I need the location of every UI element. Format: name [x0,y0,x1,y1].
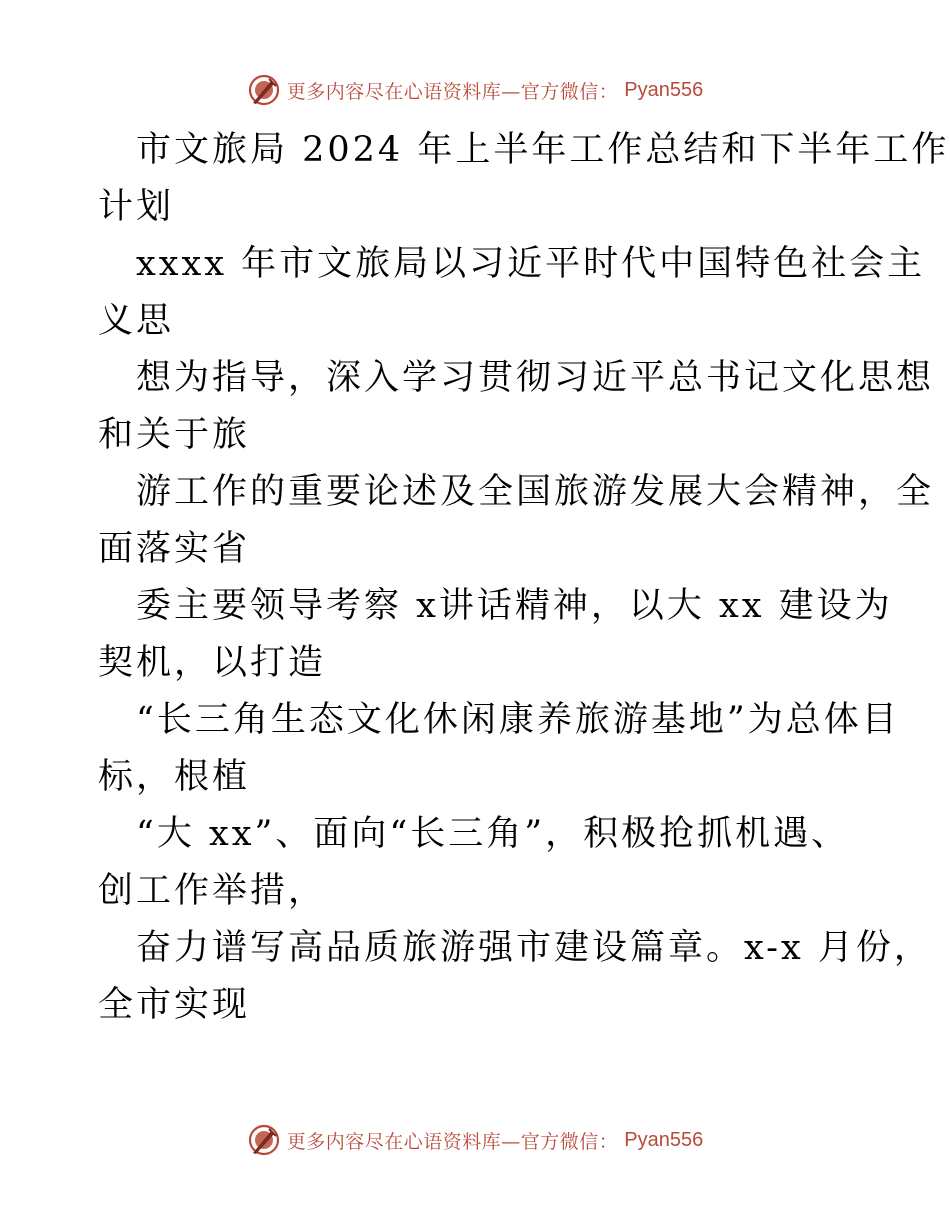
paragraph [98,920,932,1034]
paragraph-line-first: 市文旅局 2024 年上半年工作总结和下半年工作 [136,130,950,170]
banner-text: 更多内容尽在心语资料库—官方微信： [286,80,619,103]
paragraph [98,464,935,578]
paragraph-line-rest: 面落实省 [98,529,251,569]
footer-banner [0,1120,950,1160]
paragraph-line-first: 想为指导，深入学习贯彻习近平总书记文化思想 [136,358,935,398]
paragraph [98,122,950,236]
paragraph [98,806,858,920]
document-body [98,122,950,1034]
paragraph-line-rest: 义思 [98,301,175,341]
paragraph-line-first: xxxx 年市文旅局以习近平时代中国特色社会主 [136,244,926,284]
banner-handle: Pyan556 [624,1128,704,1151]
banner-handle: Pyan556 [624,78,704,101]
paragraph-line-rest: 全市实现 [98,985,251,1025]
paragraph [98,350,935,464]
paragraph [98,236,926,350]
paragraph-line-first: 委主要领导考察 x讲话精神，以大 xx 建设为 [136,586,893,626]
paragraph-line-first: 奋力谱写高品质旅游强市建设篇章。x-x 月份， [136,928,932,968]
quill-logo-icon [247,1123,281,1157]
quill-logo-icon [247,73,281,107]
header-banner [0,70,950,110]
banner-text: 更多内容尽在心语资料库—官方微信： [286,1130,619,1153]
paragraph-line-first: 游工作的重要论述及全国旅游发展大会精神，全 [136,472,935,512]
paragraph-line-rest: 计划 [98,187,175,227]
paragraph-line-first: “大 xx”、面向“长三角”，积极抢抓机遇、 [136,814,850,854]
paragraph-line-rest: 标，根植 [98,757,251,797]
paragraph-line-first: “长三角生态文化休闲康养旅游基地”为总体目 [136,700,900,740]
paragraph [98,578,893,692]
paragraph-line-rest: 契机，以打造 [98,643,327,683]
paragraph-line-rest: 创工作举措， [98,871,327,911]
paragraph-line-rest: 和关于旅 [98,415,251,455]
paragraph [98,692,900,806]
